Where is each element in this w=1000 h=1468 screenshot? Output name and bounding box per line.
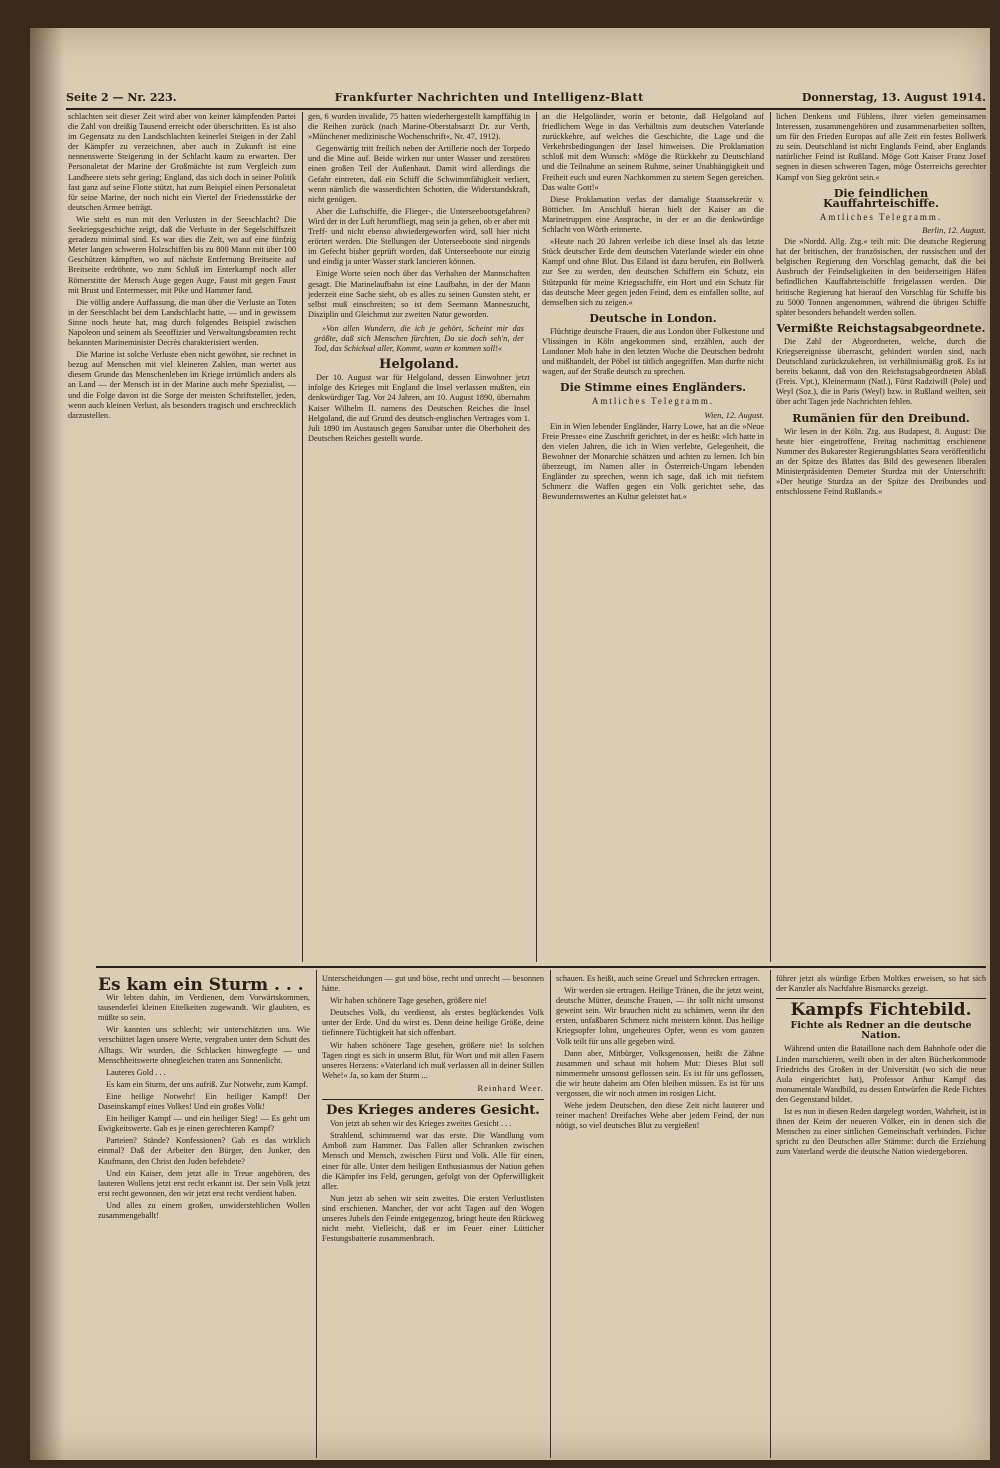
header-date: Donnerstag, 13. August 1914.: [801, 90, 986, 104]
article-paragraph: Ein heiliger Kampf — und ein heiliger Sieg! — Es geht um Ewigkeitswerte. Gab es je einen gerechteren Kampf?: [98, 1114, 310, 1134]
column-3: [542, 112, 764, 962]
headline-kauffahrteischiffe: Die feindlichen Kauffahrteischiffe.: [823, 186, 939, 210]
article-paragraph: Und ein Kaiser, dem jetzt alle in Treue angehören, des lauteren Wollens jetzt erst recht erkannt ist. Der sein Volk jetzt erst recht gewonnen, den wir jetzt erst recht verdient haben.: [98, 1168, 310, 1198]
article-paragraph: Wir kannten uns schlecht; wir unterschätzten uns. Wie verschüttet lagen unsere Werte, vergraben unter dem Schutt des Alltags. Wir wurden, die Schlacken hinwegfegte — und Menschheitswerte ohnegleichen traten ans Sonnenlicht.: [98, 1025, 310, 1065]
article-paragraph: schauen. Es heißt, auch seine Greuel und Schrecken ertragen.: [556, 974, 760, 983]
column-4: [776, 112, 986, 962]
article-paragraph: Deutsches Volk, du verdienst, als erstes beglückendes Volk unter der Erde. Und du wirst es. Denn deine heilige Größe, deine tiefinnere Tüchtigkeit hat sich offenbart.: [322, 1008, 544, 1038]
article-paragraph: Und alles zu einem großen, unwiderstehlichen Wollen zusammengeballt!: [98, 1200, 310, 1220]
subheading: Amtliches Telegramm.: [591, 396, 715, 407]
article-paragraph: Ist es nun in diesen Reden dargelegt worden, Wahrheit, ist in ihnen der Keim der neueren Völker, ein in denen sich die Menschen zu einer sittlichen Gemeinschaft verbinden. Fichte spricht zu den Deutschen aller Stämme: durch die Erziehung zum Vaterland werde die deutsche Nation wiedergeboren.: [776, 1107, 986, 1157]
article-paragraph: Während unten die Bataillone nach dem Bahnhofe oder die Linden marschieren, weilt oben in der alten Bücherkommode Friedrichs des Großen in der Universität (wo sich die neue Aula eingerichtet hat), Professor Arthur Kampf das monumentale Wandbild, zu dessen Entwürfen die Rede Fichtes den Gegenstand bildet.: [776, 1044, 986, 1104]
page-header: [66, 88, 986, 106]
headline-helgoland: Helgoland.: [379, 357, 459, 373]
article-paragraph: Von jetzt ab sehen wir des Krieges zweites Gesicht . . .: [330, 1119, 512, 1129]
article-rule: [776, 998, 986, 999]
column-rule: [302, 112, 303, 962]
article-paragraph: Es kam ein Sturm, der uns aufriß. Zur Notwehr, zum Kampf.: [106, 1079, 308, 1089]
column-rule: [536, 112, 537, 962]
article-paragraph: Einige Worte seien noch über das Verhalten der Mannschaften gesagt. Die Marinelaufbahn ist eine Laufbahn, in der der Mann jederzeit eine Sache sieht, ob es alles zu seinen Gunsten steht, er selbst muß einschreiten; so ist dem Seemann Manneszucht, Disziplin und Gleichmut zur zweiten Natur geworden.: [308, 269, 530, 319]
column-rule: [770, 970, 771, 1458]
article-paragraph: Die völlig andere Auffassung, die man über die Verluste an Toten in der Seeschlacht bei dem Landschlacht hatte, — und in gewissem Sinne noch heute hat, mag durch folgendes Beispiel zwischen Napoleon und seinem als Seeoffizier und Verwaltungsbeamten recht bekannten Marineminister Decrès charakterisiert werden.: [68, 297, 296, 348]
article-paragraph: an die Helgoländer, worin er betonte, daß Helgoland auf friedlichem Wege in das Verhältnis zum deutschen Vaterlande zurückkehre, auf welches die Geschichte, die Lage und die Verkehrsbedingungen der Insel hinweisen. Die Proklamation schloß mit dem Wunsch: »Möge die Rückkehr zu Deutschland und die Teilnahme an seinem Ruhme, seiner Unabhängigkeit und Freiheit euch und euren Nachkommen zu stetem Segen gereichen. Das walte Gott!«: [542, 112, 764, 192]
article-paragraph: Wir lebten dahin, im Verdienen, dem Vorwärtskommen, tausenderlei kleinen Eitelkeiten zugewandt. Wir glaubten, es müßte so sein.: [98, 993, 310, 1023]
header-newspaper-title: Frankfurter Nachrichten und Intelligenz-Blatt: [334, 90, 644, 104]
article-paragraph: Wir lesen in der Köln. Ztg. aus Budapest, 8. August: Die heute hier eingetroffene, Freitag nachmittag erschienene Nummer des Bukarester Regierungsblattes Seara veröffentlicht an der Spitze des Blattes das Bild des gewesenen liberalen Ministerpräsidenten Demeter Sturdza mit der Unterschrift: »Der heutige Sturdza an der Spitze des Dreibundes und entschlossene Feind Rußlands.«: [776, 426, 986, 497]
column-rule: [770, 112, 771, 962]
article-paragraph: gen, 6 wurden invalide, 75 hatten wiederhergestellt kampffähig in die Reihen zurück (nach Marine-Oberstabsarzt Dr. zur Verth, »Münchener medizinische Wochenschrift«, Nr. 47, 1912).: [308, 112, 530, 142]
header-rule: [66, 108, 986, 110]
article-paragraph: Gegenwärtig tritt freilich neben der Artillerie noch der Torpedo und die Mine auf. Beide wirken nur unter Wasser und zerstören einen großen Teil der Außenhaut. Damit wird allerdings die Gefahr eintreten, daß ein Schiff die Schwimmfähigkeit verliert, wenn nämlich die wasserdichten Schotten, die Widerstandskraft, nicht genügen.: [308, 144, 530, 204]
column-rule: [316, 970, 317, 1458]
dateline: Wien, 12. August.: [704, 409, 764, 420]
bottom-column-1: [98, 974, 310, 1456]
headline-stimme-englaender: Die Stimme eines Engländers.: [560, 381, 746, 395]
quoted-verse: »Von allen Wundern, die ich je gehört, Scheint mir das größte, daß sich Menschen fürchten, Da sie doch seh'n, der Tod, das Schicksal aller, Kommt, wann er kommen soll!«: [314, 323, 524, 354]
headline-deutsche-in-london: Deutsche in London.: [589, 311, 717, 325]
article-paragraph: Die »Nordd. Allg. Ztg.« teilt mit: Die deutsche Regierung hat der britischen, der französischen, der russischen und der belgischen Regierung den Vorschlag gemacht, daß die bei Ausbruch der Feindseligkeiten in den beiderseitigen Häfen befindlichen Kauffahrteischiffe freigelassen werden. Die britische Regierung hat hierauf den Vorschlag für Schiffe bis zu 5000 Tonnen angenommen, während die übrigen Schiffe später besonders behandelt werden sollen.: [776, 237, 986, 317]
article-paragraph: Diese Proklamation verlas der damalige Staatssekretär v. Bötticher. Im Anschluß hieran hielt der Kaiser an die Marinetruppen eine Ansprache, in der er an die denkwürdige Schlacht von Wörth erinnerte.: [542, 194, 764, 235]
dateline: Berlin, 12. August.: [922, 224, 986, 235]
article-paragraph: Wir haben schönere Tage gesehen, größere nie!: [330, 996, 488, 1006]
article-paragraph: Nun jetzt ab sehen wir sein zweites. Die ersten Verlustlisten sind erschienen. Mancher, der vor acht Tagen auf den Wogen unseres Jubels den Feinde entgegenzog, bringt heute den Rückweg nicht mehr. Vielleicht, daß er im Feuer einer Lütticher Festungsbatterie zusammenbrach.: [322, 1193, 544, 1244]
article-paragraph: Strahlend, schimmernd war das erste. Die Wandlung vom Amboß zum Hammer. Das Fallen aller Schranken zwischen Mensch und Mensch, zwischen Fürst und Volk. Alle für einen, einer für alle. Unter dem heiligen Enthusiasmus der Nation gehen die Kämpfer ins Feld, gerungen, gefolgt von der Opferwilligkeit aller.: [322, 1131, 544, 1191]
headline-vermisste-abgeordnete: Vermißte Reichstagsabgeordnete.: [776, 321, 986, 335]
column-2: [308, 112, 530, 962]
author-signature: Reinhard Weer.: [477, 1082, 544, 1093]
headline-krieges-gesicht: Des Krieges anderes Gesicht.: [326, 1103, 540, 1119]
subheading: Amtliches Telegramm.: [819, 211, 943, 222]
article-paragraph: Wie steht es nun mit den Verlusten in der Seeschlacht? Die Seekriegsgeschichte zeigt, daß die Verluste in der Segelschiffszeit geradezu minimal sind. Es war dies die Zeit, wo auf eine fünfzig Meter langen schweren Holzschiffen bis zu 800 Mann mit über 100 Geschützen kämpften, wo auf nächste Entfernung Breitseite auf Breitseite erdröhnte, wo zum Schluß im Enterkampf noch aller Römerstitte der Mensch Auge gegen Auge, Faust mit gegen Faust mit Brust und Entermesser, mit Pike und Hammer fand.: [68, 214, 296, 295]
headline-rumaenien: Rumänien für den Dreibund.: [792, 411, 970, 425]
article-paragraph: Lauteres Gold . . .: [106, 1067, 166, 1077]
bottom-column-2: [322, 974, 544, 1456]
article-paragraph: »Heute nach 20 Jahren verleibe ich diese Insel als das letzte Stück deutscher Erde dem deutschen Vaterlande wieder ein ohne Kampf und ohne Blut. Das Eiland ist dazu berufen, ein Bollwerk zur See zu werden, den deutschen Schiffern ein Schutz, ein Stützpunkt für meine Kriegsschiffe, ein Hort und ein Schutz für das deutsche Meer gegen jeden Feind, dem es einfallen sollte, auf demselben sich zu zeigen.«: [542, 237, 764, 307]
bottom-column-3: [556, 974, 764, 1456]
article-paragraph: Wir werden sie ertragen. Heilige Tränen, die ihr jetzt weint, deutsche Mütter, deutsche Frauen, — ihr sollt nicht umsonst geweint sein. Wir brauchen nicht zu schämen, wenn ihr den ersten, unfaßbaren Schmerz nicht meistern könnt. Das heilige Kriegsopfer lohnt, ungeheures Opfer, wenn es vom ganzen Volk teilt für uns alle gegeben wird.: [556, 986, 764, 1046]
article-paragraph: Dann aber, Mitbürger, Volksgenossen, heißt die Zähne zusammen und schaut mit hohem Mut: Dieses Blut soll nimmermehr umsonst geflossen sein. Es ist für uns geflossen, die wir heute daheim am Ofen bleiben müssen. Es ist für uns vergossen, die wir noch atmen im rosigen Licht.: [556, 1048, 764, 1099]
article-paragraph: Die Zahl der Abgeordneten, welche, durch die Kriegsereignisse überrascht, gehindert worden sind, nach Deutschland zurückzukehren, ist verhältnismäßig groß. Es ist bereits bekannt, daß von den Reichstagsabgeordneten Ablaß (Freis. Vpt.), Kleinermann (Natl.), Fürst Radziwill (Pole) und Weyl (Soz.), die in Paris (Weyl) bzw. in Rußland weilten, seit über acht Tagen jede Nachrichten fehlen.: [776, 336, 986, 407]
subheadline-fichte: Fichte als Redner an die deutsche Nation.: [790, 1020, 972, 1042]
headline-sturm: Es kam ein Sturm . . .: [98, 975, 304, 995]
article-paragraph: Parteien? Stände? Konfessionen? Gab es das wirklich einmal? Daß der Arbeiter den Bürger, den Junker, den Kaufmann, den Christ den Juden befehdete?: [98, 1136, 310, 1166]
column-1: [68, 112, 296, 962]
article-paragraph: Wir haben schönere Tage gesehen, größere nie! In solchen Tagen ringt es sich in unserm Blut, für Wort und mit allen Fasern unseres Herzens: »Vaterland ich muß verlassen all in deiner Stillen Wehe!« Ja, so kam der Sturm ...: [322, 1040, 544, 1080]
article-paragraph: lichen Denkens und Fühlens, ihrer vielen gemeinsamen Interessen, zusammengehören und zusammenarbeiten sollten, um für den Frieden Europas auf alle Zeit ein festes Bollwerk zu sein. Deutschland ist nicht Englands Feind, aber Englands natürlicher Feind ist Rußland. Möge Gott Kaiser Franz Josef segnen in diesen schweren Tagen, möge Österreichs gerechter Kampf von Sieg gekrönt sein.«: [776, 112, 986, 182]
bottom-column-4: [776, 974, 986, 1456]
article-paragraph: Eine heilige Notwehr! Ein heiliger Kampf! Der Daseinskampf eines Volkes! Und ein großes Volk!: [98, 1091, 310, 1112]
article-paragraph: Der 10. August war für Helgoland, dessen Einwohner jetzt infolge des Krieges mit England die Insel verlassen mußten, ein denkwürdiger Tag. Vor 24 Jahren, am 10. August 1890, übernahm Kaiser Wilhelm II. namens des Deutschen Reiches die Insel Helgoland, die auf Grund des deutsch-englischen Vertrages vom 1. Juli 1890 im Austausch gegen Sansibar unter die Oberhoheit des Deutschen Reiches gestellt wurde.: [308, 373, 530, 443]
column-rule: [550, 970, 551, 1458]
article-paragraph: Wehe jedem Deutschen, den diese Zeit nicht lauterer und reiner machen! Dreifaches Wehe aber jedem Feind, der nun nötigt, so viel deutsches Blut zu vergießen!: [556, 1101, 764, 1131]
article-paragraph: Ein in Wien lebender Engländer, Harry Lowe, hat an die »Neue Freie Presse« eine Zuschrift gerichtet, in der es heißt: »Ich hatte in den vielen Jahren, die ich in Wien verlebte, Gelegenheit, die Bewohner der Monarchie schätzen und achten zu lernen. Ich bin überzeugt, im Namen aller in Österreich-Ungarn lebenden Engländer zu sprechen, wenn ich sage, daß ich mit tiefstem Schmerz die Waffen gegen ein Volk gerichtet sehe, das Bewundernswertes an Kultur geleistet hat.«: [542, 421, 764, 502]
section-rule: [96, 966, 986, 968]
article-rule: [322, 1099, 544, 1100]
article-paragraph: Aber die Luftschiffe, die Flieger-, die Unterseebootsgefahren? Wird der in der Luft herumfliegt, mag sein ja gehen, ob er aber mit Treff- und nicht ebenso abwiedergeworfen wird, soll hier nicht erörtert werden. Die Stellungen der Unterseeboote sind nirgends im Gefecht bisher geprüft worden, daß Unterseeboote nur einzig und eindig ja unter Wasser stark lancieren können.: [308, 206, 530, 267]
article-paragraph: schlachten seit dieser Zeit wird aber von keiner kämpfenden Partei die Zahl von dreißig Tausend erreicht oder überschritten. Es ist also im Gegensatz zu den Landschlachten keinerlei Steigen in der Zahl der Kämpfer zu verzeichnen, aber auch in Zukunft ist eine nennenswerte Steigerung in der Schlacht kaum zu erwarten. Der Personaletat der Marine der Großmächte ist zum Vergleich zum Landheere stets sehr gering; England, das sich doch in seiner Politik fast ganz auf seine Flotte stützt, hat zum Beispiel einen Personaletat für seine Marine, der noch nicht ein Viertel der Friedensstärke der deutschen Armee beträgt.: [68, 112, 296, 212]
article-paragraph: führer jetzt als würdige Erben Moltkes erweisen, so hat sich der Kanzler als Nachfahre Bismarcks gezeigt.: [776, 974, 986, 994]
newspaper-page: [30, 28, 990, 1460]
article-paragraph: Die Marine ist solche Verluste eben nicht gewöhnt, sie rechnet in bezug auf Menschen mit viel kleineren Zahlen, man wertet aus diesem Grunde das Menschenleben im Kriege irrtümlich anders als an Land — der Mensch ist in der Marine auch mehr Spezialist, — und die Folge davon ist die Sorge der meisten Schriftsteller, jeden, wenn auch kleinen Verlust, als besonders tragisch und erschrecklich darzustellen.: [68, 350, 296, 420]
header-page-number: Seite 2 — Nr. 223.: [66, 90, 177, 104]
article-paragraph: Unterscheidungen — gut und böse, recht und unrecht — besonnen hätte.: [322, 974, 544, 994]
headline-fichtebild: Kampfs Fichtebild.: [790, 1000, 972, 1021]
article-paragraph: Flüchtige deutsche Frauen, die aus London über Folkestone und Vlissingen in Köln angekommen sind, erzählen, auch der Londoner Mob habe in den letzten Woche die Deutschen bedroht und mißhandelt, der Pöbel ist tätlich angegriffen. Man durfte nicht wagen, auf der Straße deutsch zu sprechen.: [542, 326, 764, 377]
